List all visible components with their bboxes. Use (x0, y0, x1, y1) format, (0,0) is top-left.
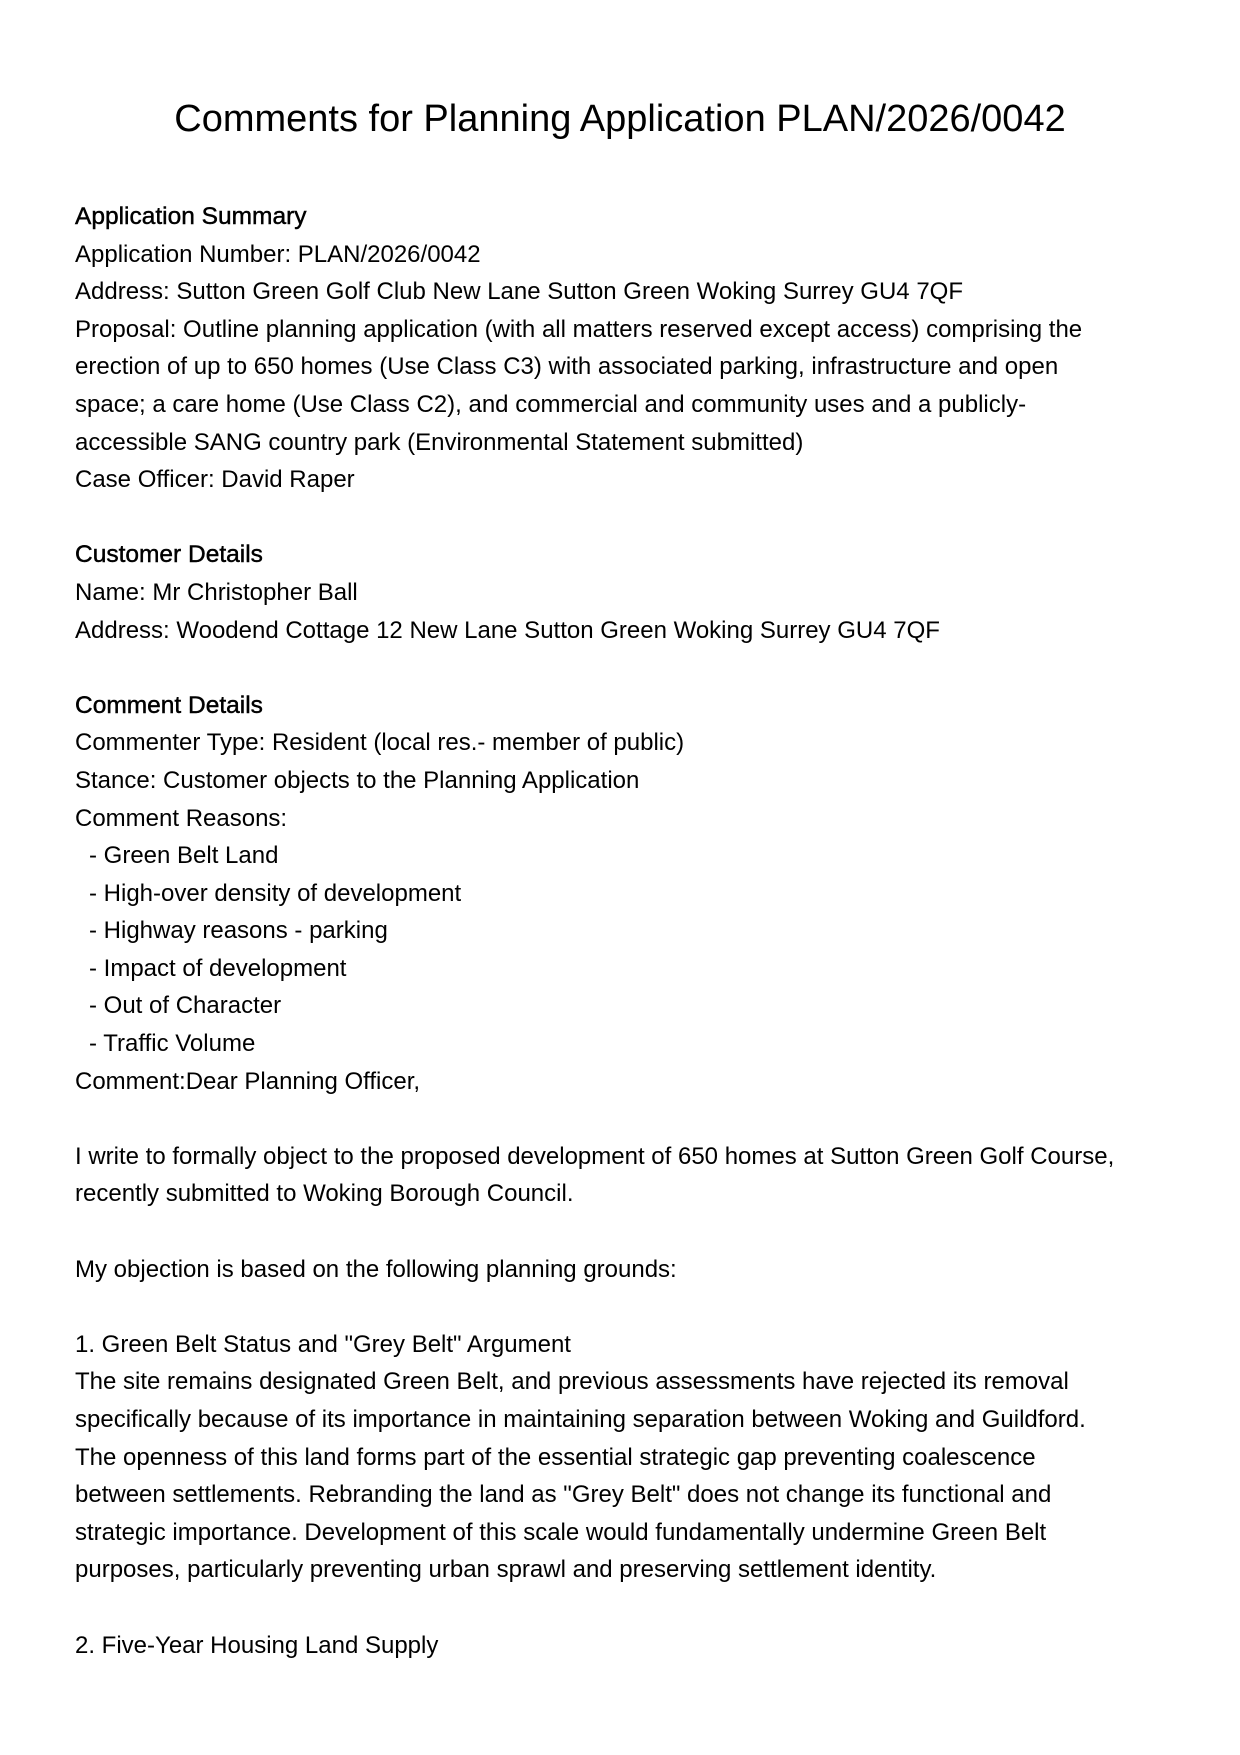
point-1-line: between settlements. Rebranding the land as "Grey Belt" does not change its functional and (75, 1481, 1052, 1509)
spacer (75, 649, 1195, 687)
point-2-heading: 2. Five-Year Housing Land Supply (75, 1631, 439, 1659)
spacer (75, 1213, 1195, 1251)
comment-details-section (75, 687, 1195, 1664)
comment-reason-item: - Highway reasons - parking (89, 917, 388, 945)
objection-grounds-line: My objection is based on the following planning grounds: (75, 1255, 677, 1283)
point-1-line: strategic importance. Development of this scale would fundamentally undermine Green Belt (75, 1518, 1047, 1546)
proposal-line: Proposal: Outline planning application (with all matters reserved except access) comprising the (75, 315, 1083, 343)
customer-name: Name: Mr Christopher Ball (75, 578, 358, 606)
point-1-line: The openness of this land forms part of the essential strategic gap preventing coalescence (75, 1443, 1036, 1471)
spacer (75, 1100, 1195, 1138)
application-address: Address: Sutton Green Golf Club New Lane Sutton Green Woking Surrey GU4 7QF (75, 278, 963, 306)
stance: Stance: Customer objects to the Planning Application (75, 766, 640, 794)
point-1-line: The site remains designated Green Belt, and previous assessments have rejected its removal (75, 1368, 1069, 1396)
spacer (75, 1589, 1195, 1627)
proposal-line: accessible SANG country park (Environmental Statement submitted) (75, 428, 804, 456)
comment-details-heading: Comment Details (75, 691, 263, 719)
page-title: Comments for Planning Application PLAN/2026/0042 (174, 98, 1066, 140)
comment-reason-item: - Out of Character (89, 992, 282, 1020)
point-1-line: purposes, particularly preventing urban sprawl and preserving settlement identity. (75, 1556, 937, 1584)
comment-opening: Comment:Dear Planning Officer, (75, 1067, 421, 1095)
customer-address: Address: Woodend Cottage 12 New Lane Sutton Green Woking Surrey GU4 7QF (75, 616, 940, 644)
application-summary-section (75, 198, 1195, 499)
application-summary-heading: Application Summary (75, 203, 307, 230)
application-number: Application Number: PLAN/2026/0042 (75, 240, 481, 268)
point-1-line: specifically because of its importance in maintaining separation between Woking and Guildford. (75, 1406, 1086, 1433)
comment-reason-item: - High-over density of development (89, 879, 462, 907)
proposal-line: erection of up to 650 homes (Use Class C3) with associated parking, infrastructure and open (75, 353, 1059, 381)
spacer (75, 499, 1195, 537)
case-officer: Case Officer: David Raper (75, 466, 355, 494)
spacer (75, 1288, 1195, 1326)
comment-reason-item: - Impact of development (89, 954, 347, 982)
comment-intro-line: I write to formally object to the proposed development of 650 homes at Sutton Green Golf Course, (75, 1142, 1115, 1170)
customer-details-heading: Customer Details (75, 541, 263, 569)
point-1-heading: 1. Green Belt Status and "Grey Belt" Argument (75, 1330, 571, 1358)
comment-reason-item: - Traffic Volume (89, 1030, 256, 1058)
commenter-type: Commenter Type: Resident (local res.- member of public) (75, 729, 685, 757)
comment-reason-item: - Green Belt Land (89, 842, 279, 870)
comment-intro-line: recently submitted to Woking Borough Council. (75, 1180, 574, 1208)
customer-details-section (75, 536, 1195, 649)
document-body (75, 198, 1195, 1664)
proposal-line: space; a care home (Use Class C2), and commercial and community uses and a publicly- (75, 390, 1027, 418)
comment-reasons-label: Comment Reasons: (75, 804, 288, 832)
